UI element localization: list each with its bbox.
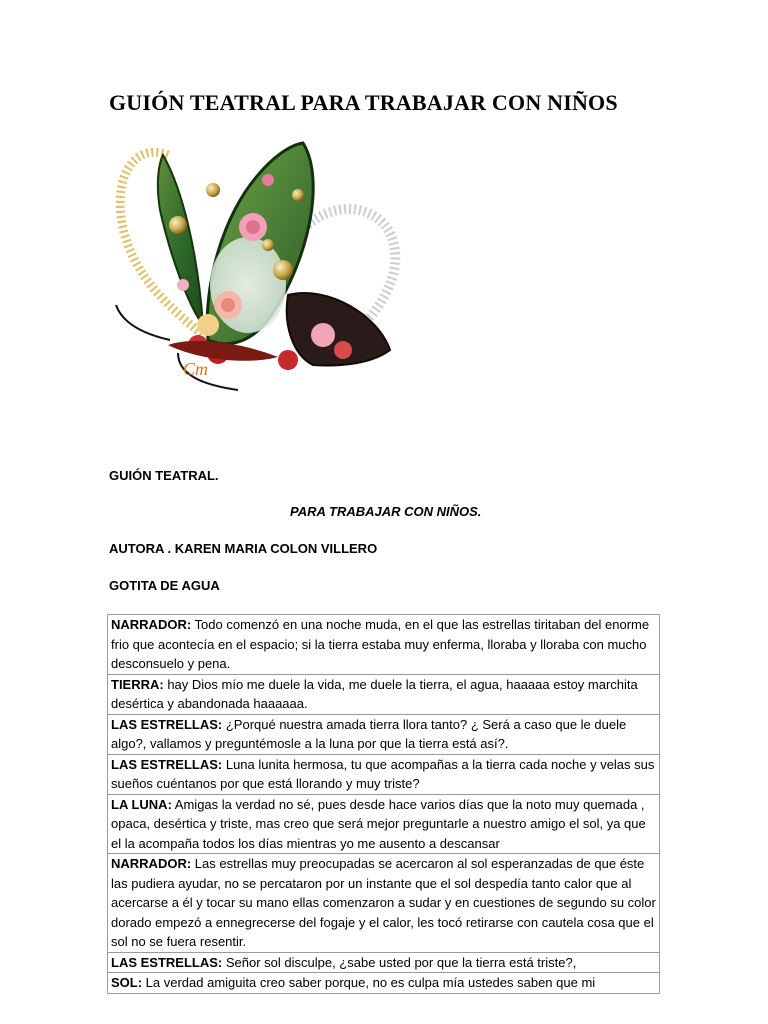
script-row — [108, 615, 660, 675]
script-cell — [108, 952, 660, 973]
script-cell — [108, 615, 660, 675]
script-cell — [108, 973, 660, 994]
dialogue-text: Todo comenzó en una noche muda, en el que las estrellas tiritaban del enorme frio que acontecía en el espacio; si la tierra estaba muy enferma, lloraba y lloraba con mucho desconsuelo y pena. — [111, 617, 650, 671]
dialogue-text: La verdad amiguita creo saber porque, no es culpa mía ustedes saben que mi — [142, 975, 596, 990]
signature-mark: Cm — [183, 359, 209, 379]
dialogue-text: Amigas la verdad no sé, pues desde hace varios días que la noto muy quemada , opaca, desértica y triste, mas creo que será mejor preguntarle a nuestro amigo el sol, ya que el la acompaña todos los días mientras yo me ausento a descansar — [111, 796, 646, 851]
script-row — [108, 794, 660, 854]
script-row — [108, 674, 660, 714]
speaker-label: NARRADOR: — [111, 617, 192, 632]
speaker-label: TIERRA: — [111, 676, 164, 692]
script-cell — [108, 674, 660, 714]
dialogue-text: Las estrellas muy preocupadas se acercaron al sol esperanzadas de que éste las pudiera ayudar, no se percataron por un instante que el sol despedía tanto calor que al acercarse a él y tocar su mano ellas comenzaron a sudar y en cuestiones de segundo su color dorado empezó a ennegrecerse del fogaje y el calor, les tocó retirarse con cautela cosa que el sol no se fuera resentir. — [111, 856, 656, 949]
script-row — [108, 854, 660, 953]
script-row — [108, 754, 660, 794]
script-cell — [108, 854, 660, 953]
speaker-label: NARRADOR: — [111, 856, 192, 871]
dialogue-text: hay Dios mío me duele la vida, me duele la tierra, el agua, haaaaa estoy marchita desértica y abandonada haaaaaa. — [111, 676, 638, 711]
script-row — [108, 714, 660, 754]
speaker-label: LA LUNA: — [111, 796, 172, 812]
dialogue-text: Señor sol disculpe, ¿sabe usted por que la tierra está triste?, — [222, 954, 577, 970]
speaker-label: SOL: — [111, 975, 143, 990]
script-row — [108, 952, 660, 973]
speaker-label: LAS ESTRELLAS: — [111, 716, 223, 732]
section-subheading: PARA TRABAJAR CON NIÑOS. — [290, 504, 482, 519]
butterfly-heart-flowers-image — [108, 135, 408, 450]
dialogue-text: ¿Porqué nuestra amada tierra llora tanto? ¿ Será a caso que le duele algo?, vallamos y preguntémosle a la luna por que la tierra está así?. — [111, 716, 627, 751]
butterfly-illustration — [108, 135, 408, 450]
author-line: AUTORA . KAREN MARIA COLON VILLERO — [109, 541, 378, 556]
script-table — [107, 614, 660, 994]
script-cell — [108, 794, 660, 854]
play-title: GOTITA DE AGUA — [109, 578, 220, 593]
dialogue-text: Luna lunita hermosa, tu que acompañas a la tierra cada noche y velas sus sueños cuéntanos por que está llorando y muy triste? — [111, 756, 655, 791]
page-title: GUIÓN TEATRAL PARA TRABAJAR CON NIÑOS — [109, 90, 618, 115]
speaker-label: LAS ESTRELLAS: — [111, 954, 223, 970]
script-row — [108, 973, 660, 994]
section-heading: GUIÓN TEATRAL. — [109, 468, 219, 483]
speaker-label: LAS ESTRELLAS: — [111, 756, 223, 772]
script-cell — [108, 714, 660, 754]
script-cell — [108, 754, 660, 794]
